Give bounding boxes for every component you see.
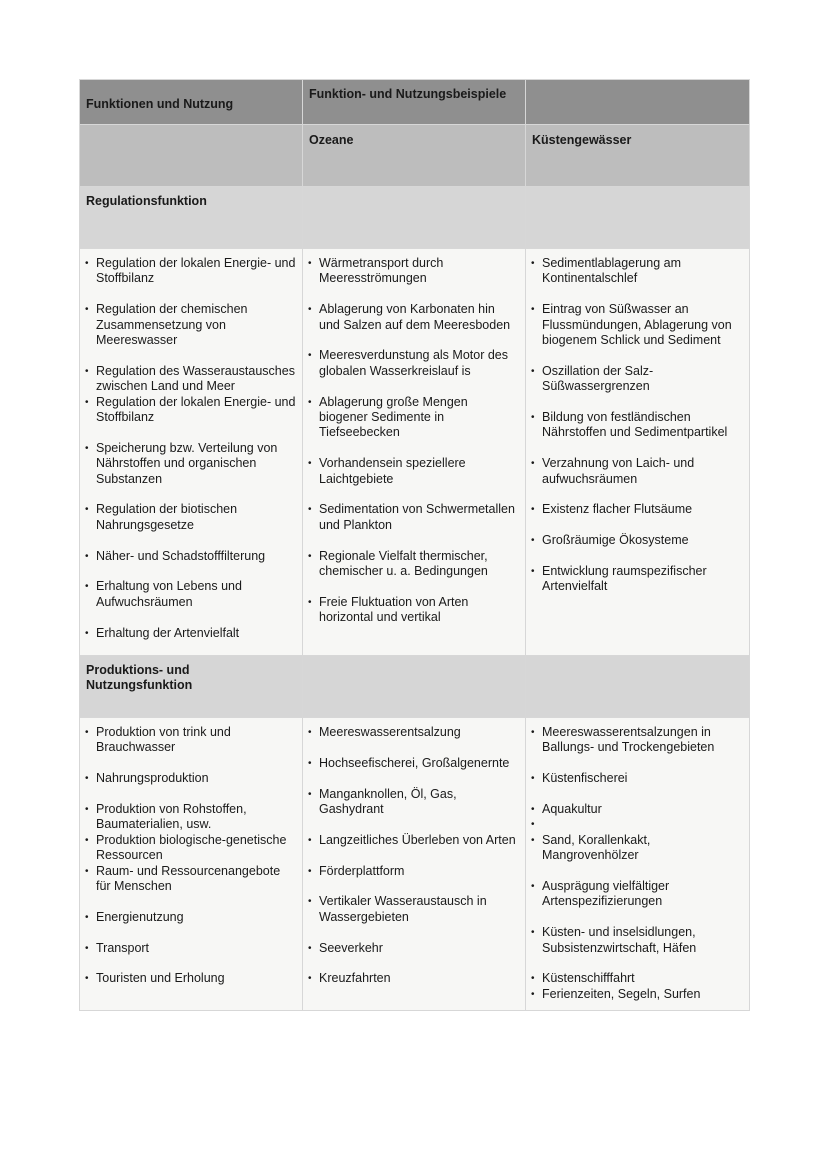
- section-title: Regulationsfunktion: [80, 187, 303, 249]
- list-item: • Eintrag von Süßwasser an Flussmündungen, Ablagerung von biogenem Schlick und Sediment: [531, 302, 743, 348]
- regulation-oceans-cell: [303, 249, 526, 656]
- list-item: • Regulation der chemischen Zusammensetzung von Meereswasser: [85, 302, 296, 348]
- production-oceans-cell: [303, 718, 526, 1011]
- list-item: • Ausprägung vielfältiger Artenspezifizierungen: [531, 879, 743, 910]
- list-item: • Erhaltung der Artenvielfalt: [85, 626, 296, 641]
- list-item: • Entwicklung raumspezifischer Artenvielfalt: [531, 564, 743, 595]
- list-item: • Vertikaler Wasseraustausch in Wassergebieten: [308, 894, 519, 925]
- list-item: • Freie Fluktuation von Arten horizontal und vertikal: [308, 595, 519, 626]
- list-item: • Ferienzeiten, Segeln, Surfen: [531, 987, 743, 1002]
- list-item: • Hochseefischerei, Großalgenernte: [308, 756, 519, 771]
- list-item: • Sand, Korallenkakt, Mangrovenhölzer: [531, 833, 743, 864]
- list-item: • Manganknollen, Öl, Gas, Gashydrant: [308, 787, 519, 818]
- list-item: • Langzeitliches Überleben von Arten: [308, 833, 519, 848]
- list-item: • Meereswasserentsalzungen in Ballungs- und Trockengebieten: [531, 725, 743, 756]
- list-item: • Regulation des Wasseraustausches zwischen Land und Meer: [85, 364, 296, 395]
- bullet-list: [303, 718, 525, 995]
- section-body-regulation: [80, 249, 750, 656]
- list-item: • Aquakultur: [531, 802, 743, 817]
- production-coastal-cell: [526, 718, 750, 1011]
- list-item: • Küstenschifffahrt: [531, 971, 743, 986]
- header-row: [80, 80, 750, 125]
- list-item: • Regulation der lokalen Energie- und Stoffbilanz: [85, 395, 296, 426]
- section-row-regulation: [80, 187, 750, 249]
- header-empty: [526, 80, 750, 125]
- list-item: • Kreuzfahrten: [308, 971, 519, 986]
- subheader-empty: [80, 125, 303, 187]
- bullet-list: [526, 249, 749, 603]
- section-row-production: [80, 656, 750, 718]
- list-item: • Nahrungsproduktion: [85, 771, 296, 786]
- regulation-coastal-cell: [526, 249, 750, 656]
- list-item: • Meeresverdunstung als Motor des globalen Wasserkreislauf is: [308, 348, 519, 379]
- list-item: • Küsten- und inselsidlungen, Subsistenzwirtschaft, Häfen: [531, 925, 743, 956]
- list-item: • Raum- und Ressourcenangebote für Menschen: [85, 864, 296, 895]
- list-item: • Existenz flacher Flutsäume: [531, 502, 743, 517]
- list-item: • Transport: [85, 941, 296, 956]
- list-item: • Energienutzung: [85, 910, 296, 925]
- list-item: • Regulation der biotischen Nahrungsgesetze: [85, 502, 296, 533]
- list-item: • Produktion von trink und Brauchwasser: [85, 725, 296, 756]
- list-item: • Vorhandensein speziellere Laichtgebiete: [308, 456, 519, 487]
- list-item: • Regionale Vielfalt thermischer, chemischer u. a. Bedingungen: [308, 549, 519, 580]
- list-item: • Seeverkehr: [308, 941, 519, 956]
- list-item: • Produktion von Rohstoffen, Baumaterialien, usw.: [85, 802, 296, 833]
- list-item: • Wärmetransport durch Meeresströmungen: [308, 256, 519, 287]
- production-functions-cell: [80, 718, 303, 1011]
- list-item: • Meereswasserentsalzung: [308, 725, 519, 740]
- list-item: • Oszillation der Salz-Süßwassergrenzen: [531, 364, 743, 395]
- list-item: • Erhaltung von Lebens und Aufwuchsräumen: [85, 579, 296, 610]
- section-title: Produktions- und Nutzungsfunktion: [80, 656, 303, 718]
- subheader-row: [80, 125, 750, 187]
- list-item: • Näher- und Schadstofffilterung: [85, 549, 296, 564]
- list-item: • Förderplattform: [308, 864, 519, 879]
- list-item: • Produktion biologische-genetische Ressourcen: [85, 833, 296, 864]
- list-item: • Großräumige Ökosysteme: [531, 533, 743, 548]
- bullet-list: [526, 718, 749, 1010]
- list-item: • Küstenfischerei: [531, 771, 743, 786]
- bullet-list: [80, 249, 302, 649]
- list-item: • Sedimentation von Schwermetallen und Plankton: [308, 502, 519, 533]
- list-item: • Verzahnung von Laich- und aufwuchsräumen: [531, 456, 743, 487]
- list-item: • Ablagerung von Karbonaten hin und Salzen auf dem Meeresboden: [308, 302, 519, 333]
- list-item: • Bildung von festländischen Nährstoffen und Sedimentpartikel: [531, 410, 743, 441]
- subheader-coastal: Küstengewässer: [526, 125, 750, 187]
- section-body-production: [80, 718, 750, 1011]
- list-item: • Regulation der lokalen Energie- und Stoffbilanz: [85, 256, 296, 287]
- header-functions: Funktionen und Nutzung: [80, 80, 303, 125]
- subheader-oceans: Ozeane: [303, 125, 526, 187]
- header-examples: Funktion- und Nutzungsbeispiele: [303, 80, 526, 125]
- list-item: • Sedimentlablagerung am Kontinentalschlef: [531, 256, 743, 287]
- regulation-functions-cell: [80, 249, 303, 656]
- functions-table: [79, 79, 750, 1011]
- list-item: • Speicherung bzw. Verteilung von Nährstoffen und organischen Substanzen: [85, 441, 296, 487]
- list-item: • Ablagerung große Mengen biogener Sedimente in Tiefseebecken: [308, 395, 519, 441]
- list-item: • Touristen und Erholung: [85, 971, 296, 986]
- list-item: [531, 817, 743, 832]
- bullet-list: [303, 249, 525, 634]
- bullet-list: [80, 718, 302, 995]
